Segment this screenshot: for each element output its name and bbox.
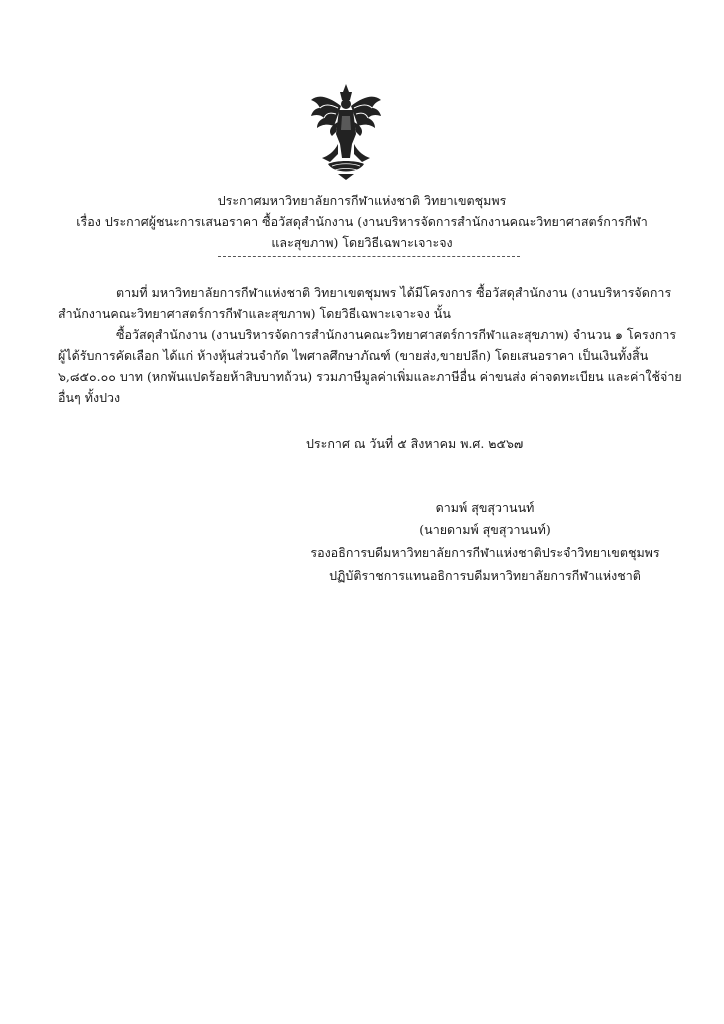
divider-line [218, 256, 520, 257]
announcement-date: ประกาศ ณ วันที่ ๕ สิงหาคม พ.ศ. ๒๕๖๗ [306, 436, 524, 451]
announcement-title: ประกาศมหาวิทยาลัยการกีฬาแห่งชาติ วิทยาเขตชุมพร [217, 193, 507, 208]
signature-name: ดามพ์ สุขสุวานนท์ [435, 500, 535, 515]
paragraph-2-line-2: ผู้ได้รับการคัดเลือก ได้แก่ ห้างหุ้นส่วนจำกัด ไพศาลศึกษาภัณฑ์ (ขายส่ง,ขายปลีก) โดยเสนอราคา เป็นเงินทั้งสิ้น [58, 348, 649, 363]
subject-line-2: และสุขภาพ) โดยวิธีเฉพาะเจาะจง [271, 235, 453, 250]
signer-position-2: ปฏิบัติราชการแทนอธิการบดีมหาวิทยาลัยการกีฬาแห่งชาติ [329, 568, 641, 583]
signer-full-name: (นายดามพ์ สุขสุวานนท์) [419, 522, 551, 537]
signer-position-1: รองอธิการบดีมหาวิทยาลัยการกีฬาแห่งชาติประจำวิทยาเขตชุมพร [310, 545, 660, 560]
garuda-emblem-icon [308, 82, 384, 182]
paragraph-2-line-1: ซื้อวัสดุสำนักงาน (งานบริหารจัดการสำนักงานคณะวิทยาศาสตร์การกีฬาและสุขภาพ) จำนวน ๑ โครงการ [116, 327, 677, 342]
paragraph-1-line-2: สำนักงานคณะวิทยาศาสตร์การกีฬาและสุขภาพ) โดยวิธีเฉพาะเจาะจง นั้น [58, 306, 451, 321]
paragraph-2-line-3: ๖,๘๕๐.๐๐ บาท (หกพันแปดร้อยห้าสิบบาทถ้วน) รวมภาษีมูลค่าเพิ่มและภาษีอื่น ค่าขนส่ง ค่าจดทะเบียน และค่าใช้จ่าย [58, 369, 682, 384]
paragraph-1-line-1: ตามที่ มหาวิทยาลัยการกีฬาแห่งชาติ วิทยาเขตชุมพร ได้มีโครงการ ซื้อวัสดุสำนักงาน (งานบริหารจัดการ [116, 285, 672, 300]
paragraph-2-line-4: อื่นๆ ทั้งปวง [58, 390, 121, 405]
subject-line-1: เรื่อง ประกาศผู้ชนะการเสนอราคา ซื้อวัสดุสำนักงาน (งานบริหารจัดการสำนักงานคณะวิทยาศาสตร์การกีฬา [76, 214, 648, 229]
